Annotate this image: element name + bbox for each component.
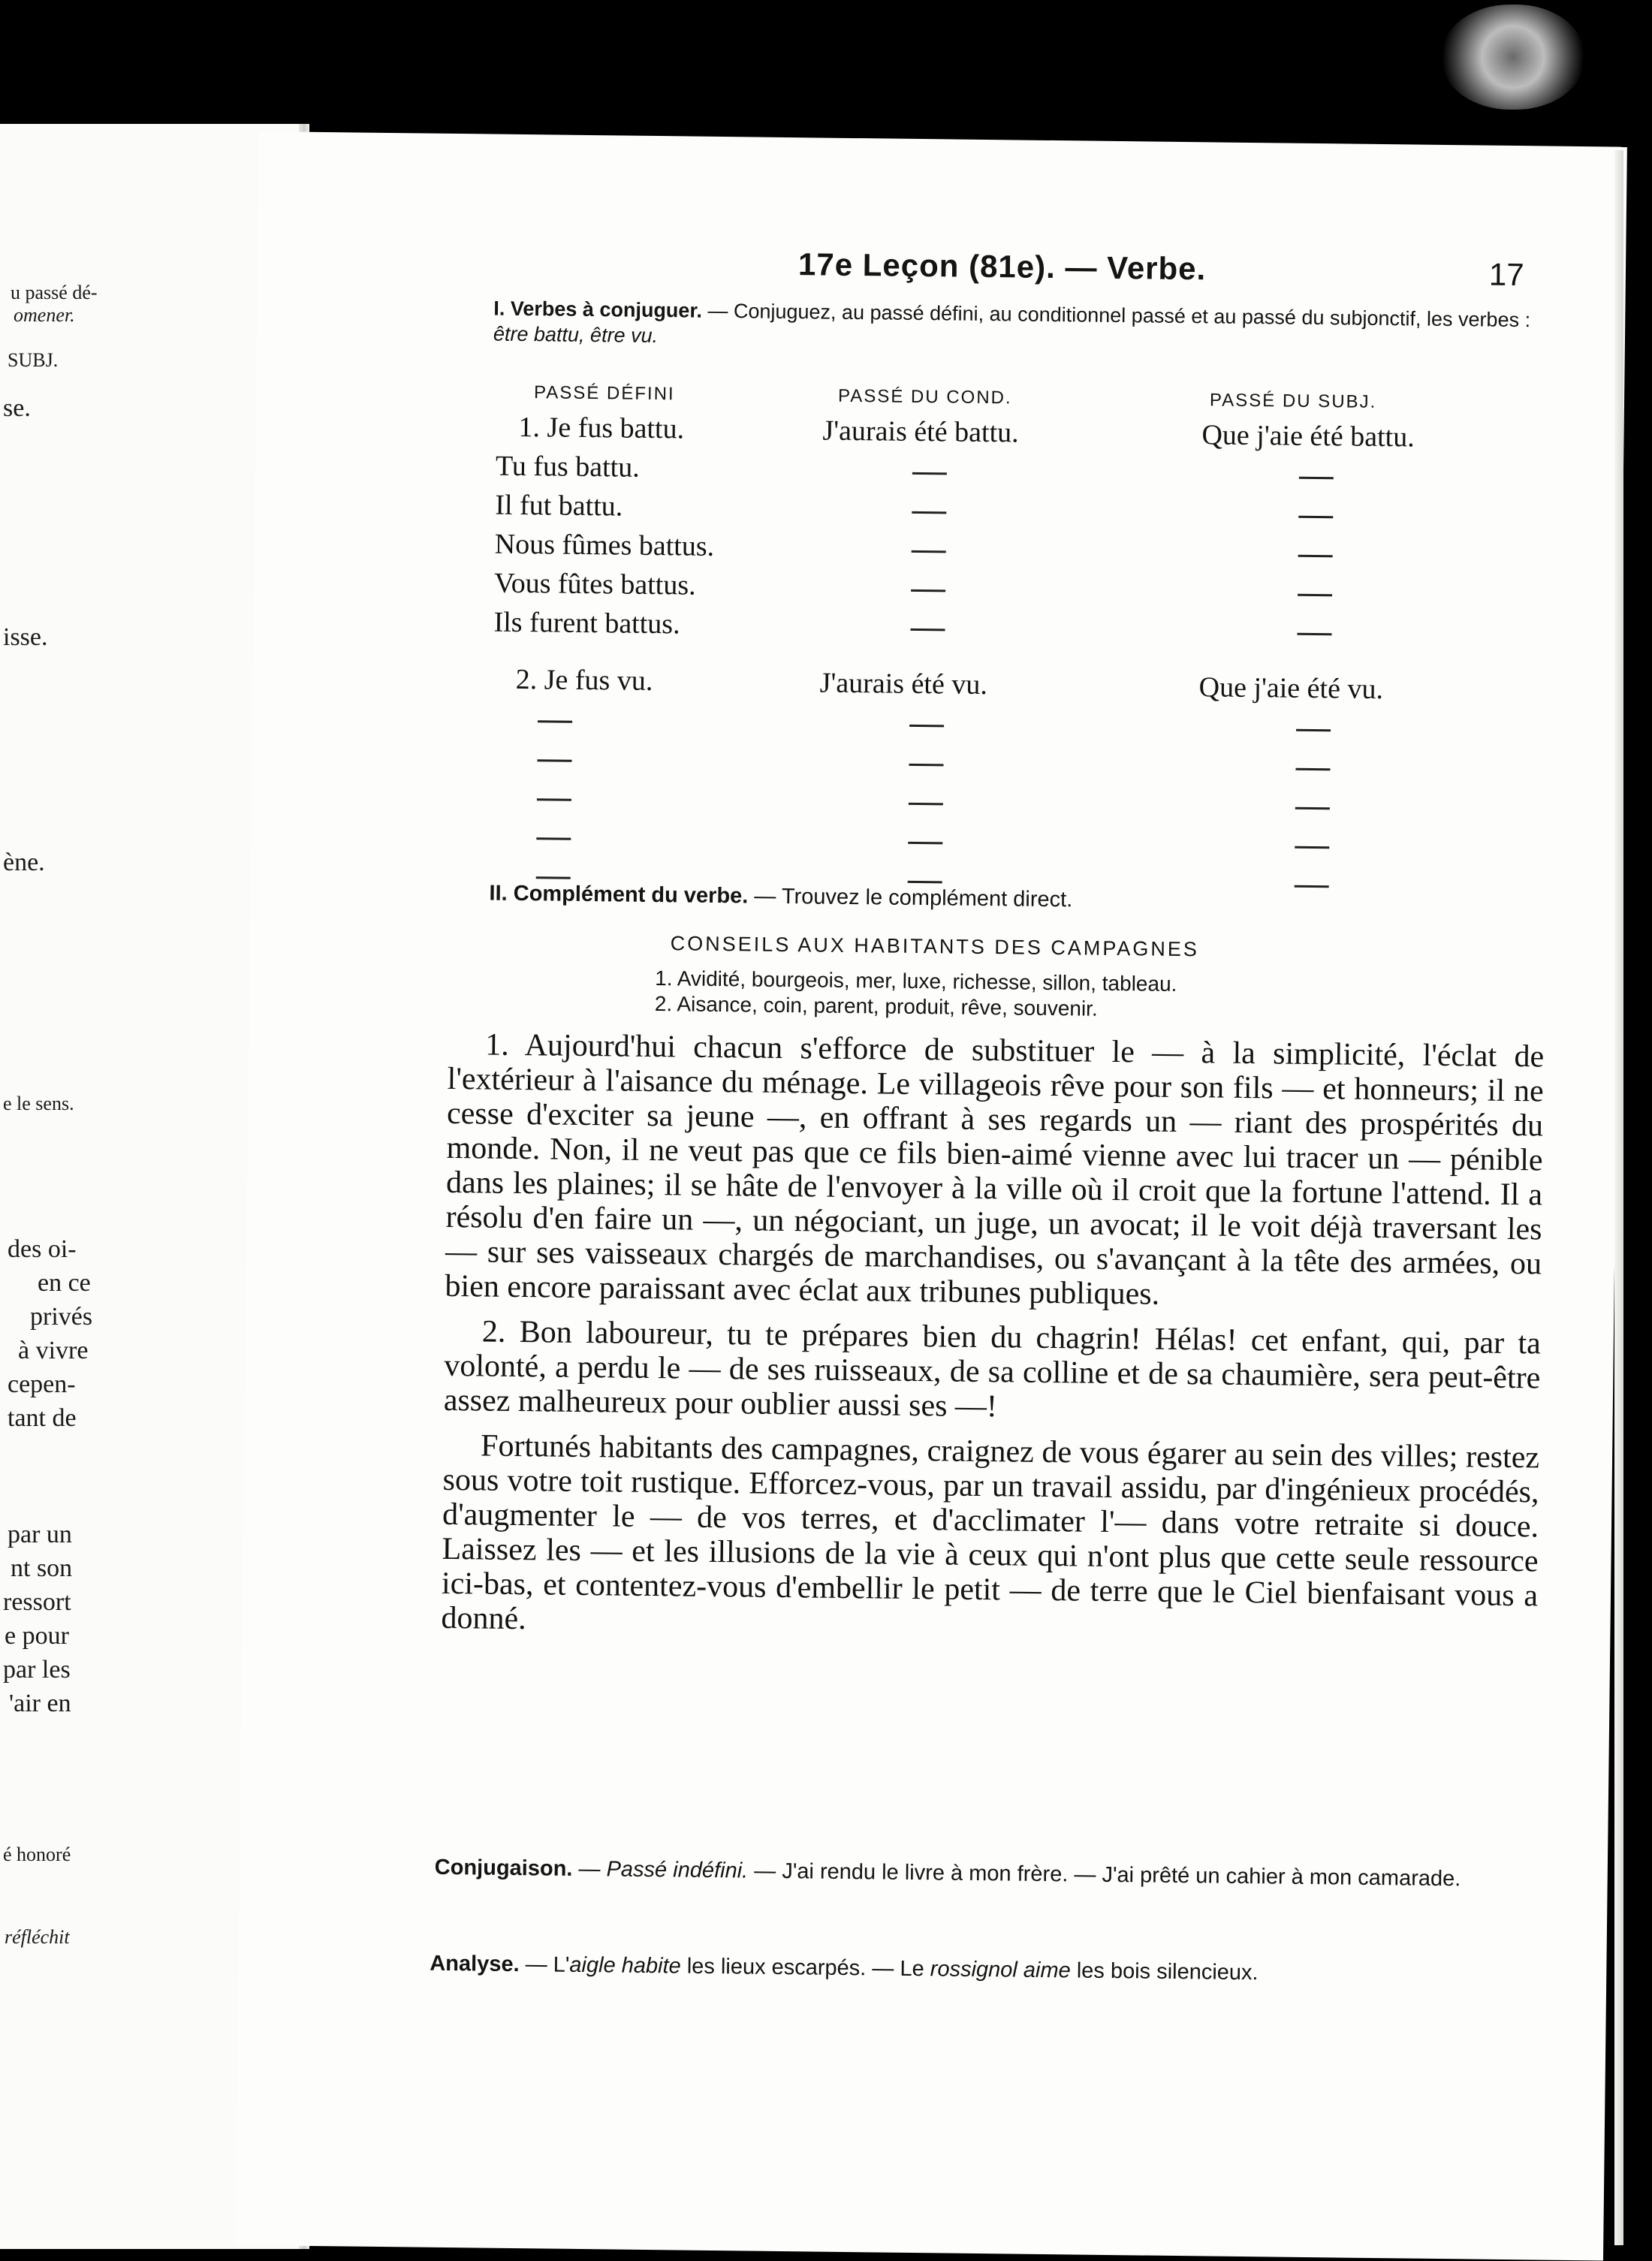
dash-mark	[537, 798, 571, 801]
analyse-text-3: les bois silencieux.	[1070, 1958, 1259, 1985]
dash-mark	[911, 629, 945, 632]
dash-mark	[909, 803, 943, 806]
conjugaison-dash: —	[572, 1856, 607, 1882]
exercise-1-text: — Conjuguez, au passé défini, au conditionnel passé et au passé du subjonctif, les verbes :	[701, 299, 1531, 332]
left-page-fragment: se.	[3, 394, 31, 422]
dash-mark	[536, 837, 571, 840]
left-page-fragment: réfléchit	[5, 1926, 70, 1948]
page-number: 17	[1488, 256, 1524, 293]
left-page-fragment: 'air en	[9, 1690, 71, 1717]
left-page-fragment: privés	[30, 1303, 93, 1331]
conjugation-form: Que j'aie été vu.	[1198, 671, 1384, 706]
word-list	[655, 966, 1177, 1023]
dash-mark	[908, 881, 942, 884]
conjugation-form: Nous fûmes battus.	[494, 528, 715, 562]
conjugaison-note	[435, 1855, 1546, 1893]
conjugation-form: Tu fus battu.	[495, 450, 641, 484]
analyse-text-2: les lieux escarpés. — Le	[680, 1954, 930, 1982]
page-edge	[1614, 150, 1623, 2245]
column-passe-cond	[794, 385, 1019, 900]
dash-mark	[909, 764, 943, 767]
blank-dash	[477, 737, 712, 779]
left-page-fragment: e pour	[5, 1622, 69, 1650]
conjugation-form: 2. Je fus vu.	[515, 663, 653, 697]
left-page-fragment: à vivre	[18, 1337, 89, 1364]
column-header: PASSÉ DU COND.	[837, 385, 1012, 408]
exercise-1-heading: I. Verbes à conjuguer.	[493, 297, 703, 322]
dash-mark	[912, 550, 946, 553]
exercise-2-text: — Trouvez le complément direct.	[748, 884, 1073, 912]
dash-mark	[909, 725, 944, 728]
left-page-fragment: é honoré	[3, 1843, 71, 1865]
conjugation-form: Ils furent battus.	[493, 606, 680, 641]
blank-dash	[800, 450, 1019, 491]
dash-mark	[1298, 516, 1333, 519]
left-page-fragment: nt son	[11, 1554, 73, 1582]
exercise-2-heading: II. Complément du verbe.	[489, 881, 749, 909]
left-page-fragment: des oi-	[8, 1235, 77, 1263]
left-page-fragment: ressort	[3, 1588, 71, 1616]
left-page-fragment: u passé dé-	[11, 282, 98, 303]
conjugation-form: Il fut battu.	[495, 489, 623, 523]
blank-dash	[478, 698, 713, 740]
left-page-fragment: isse.	[3, 623, 48, 651]
left-page-fragment: cepen-	[8, 1370, 76, 1398]
dash-mark	[912, 511, 946, 514]
exercise-1	[493, 296, 1545, 359]
blank-dash	[1162, 610, 1412, 653]
dash-mark	[908, 842, 942, 845]
left-page-fragment: e le sens.	[3, 1093, 74, 1114]
blank-dash	[795, 819, 1014, 861]
blank-dash	[796, 780, 1015, 821]
dash-mark	[1295, 846, 1329, 849]
dash-mark	[911, 589, 945, 592]
paragraph-2: 2. Bon laboureur, tu te prépares bien du chagrin! Hélas! cet enfant, qui, par ta volonté, a perdu le — de ses ruisseaux, de sa colline et de sa chaumière, sera peut-être assez malheureux pour oublier aussi ses —!	[443, 1314, 1542, 1424]
column-passe-subj	[1159, 390, 1415, 905]
left-page-fragment: par un	[8, 1521, 72, 1548]
conjugation-form: 1. Je fus battu.	[518, 411, 685, 445]
blank-dash	[1164, 454, 1415, 496]
analyse-text-1: — L'	[519, 1952, 570, 1977]
dash-mark	[1298, 555, 1333, 558]
dash-mark	[1295, 767, 1330, 770]
right-page	[235, 131, 1627, 2260]
left-page-fragment: par les	[3, 1656, 71, 1684]
dash-mark	[538, 720, 572, 723]
blank-dash	[1159, 863, 1409, 905]
dash-mark	[1297, 633, 1331, 636]
word-list-1: 1. Avidité, bourgeois, mer, luxe, richesse, sillon, tableau.	[655, 966, 1177, 996]
conjugaison-text: — J'ai rendu le livre à mon frère. — J'ai prêté un cahier à mon camarade.	[748, 1859, 1461, 1892]
conjugation-form: Vous fûtes battus.	[493, 567, 696, 601]
blank-dash	[1162, 532, 1413, 574]
blank-dash	[799, 489, 1018, 530]
paragraph-3: Fortunés habitants des campagnes, craignez de vous égarer au sein des villes; restez sous votre toit rustique. Efforcez-vous, par un travail assidu, par d'ingénieux procédés, d'augmenter le — de vos terres, et d'acclimater l'— dans votre retraite si douce. Laissez les — et les illusions de la vie à ceux qui n'ont plus que cette seule ressource ici-bas, et contentez-vous d'embellir le petit — de terre que le Ciel bienfaisant vous a donné.	[441, 1428, 1540, 1637]
conjugation-form: J'aurais été battu.	[822, 415, 1019, 449]
left-page-fragment: ène.	[3, 849, 45, 876]
blank-dash	[796, 741, 1015, 782]
column-header: PASSÉ DU SUBJ.	[1209, 390, 1377, 412]
left-page-fragment: omener.	[14, 304, 75, 326]
exercise-1-verbs: être battu, être vu.	[493, 322, 659, 348]
blank-dash	[1163, 493, 1414, 535]
conjugaison-tense: Passé indéfini.	[606, 1857, 749, 1883]
analyse-note	[430, 1951, 1548, 1989]
blank-dash	[476, 815, 711, 858]
paragraph-1: 1. Aujourd'hui chacun s'efforce de substituer le — à la simplicité, l'éclat de l'extérieur à l'aisance du ménage. Le villageois rêve pour son fils — et honneurs; il ne cesse d'exciter sa jeune —, en offrant à ses regards un — riant des prospérités du monde. Non, il ne veut pas que ce fils bien-aimé vienne avec lui tracer un — pénible dans les plaines; il se hâte de l'envoyer à la ville où il croit que la fortune l'attend. Il a résolu d'en faire un —, un négociant, un juge, un avocat; il le voit déjà traversant les — sur ses vaisseaux chargés de marchandises, ou s'avançant à la tête des armées, ou bien encore paraissant avec éclat aux tribunes publiques.	[445, 1027, 1545, 1312]
conjugation-table	[481, 381, 1548, 706]
blank-dash	[797, 606, 1017, 647]
dash-mark	[1296, 728, 1331, 731]
dash-mark	[538, 759, 572, 762]
dash-mark	[1299, 477, 1334, 480]
blank-dash	[477, 776, 712, 818]
left-page-fragment: tant de	[8, 1404, 77, 1432]
column-passe-defini	[476, 381, 716, 896]
column-header: PASSÉ DÉFINI	[533, 382, 675, 405]
analyse-italic-2: rossignol aime	[930, 1957, 1071, 1983]
exercise-text	[441, 1027, 1544, 1648]
blank-dash	[1162, 571, 1413, 613]
blank-dash	[798, 528, 1017, 569]
dash-mark	[1295, 885, 1329, 888]
dash-mark	[536, 876, 571, 879]
left-page-fragment: en ce	[38, 1269, 91, 1297]
blank-dash	[1160, 746, 1411, 788]
word-list-2: 2. Aisance, coin, parent, produit, rêve, souvenir.	[654, 992, 1098, 1020]
blank-dash	[797, 702, 1016, 743]
blank-dash	[1159, 824, 1410, 866]
blank-dash	[1160, 785, 1411, 827]
page-stain	[1442, 5, 1584, 110]
dash-mark	[1295, 806, 1330, 809]
analyse-italic-1: aigle habite	[569, 1952, 681, 1979]
running-head: 17e Leçon (81e). — Verbe.	[797, 246, 1207, 287]
conjugaison-label: Conjugaison.	[434, 1855, 573, 1881]
conseils-title: CONSEILS AUX HABITANTS DES CAMPAGNES	[670, 932, 1200, 961]
left-page-fragment: SUBJ.	[8, 349, 59, 371]
conjugation-form: J'aurais été vu.	[819, 667, 988, 701]
dash-mark	[912, 472, 947, 475]
conjugation-form: Que j'aie été battu.	[1201, 419, 1415, 454]
blank-dash	[798, 567, 1017, 608]
dash-mark	[1298, 594, 1332, 597]
analyse-label: Analyse.	[430, 1951, 520, 1977]
blank-dash	[1161, 707, 1412, 749]
